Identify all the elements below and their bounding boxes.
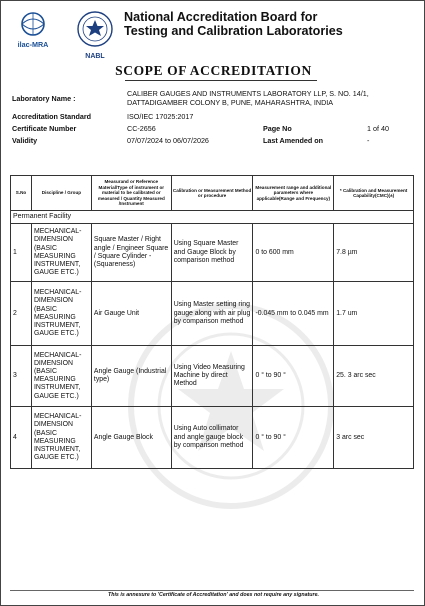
page-number-value: 1 of 40 [367, 124, 389, 133]
facility-row [11, 211, 414, 224]
table-row [11, 346, 414, 407]
header-range: Measurement range and additional parameters where applicable(Range and Frequency) [253, 176, 334, 211]
row-method: Using Video Measuring Machine by direct Method [171, 346, 253, 407]
ilac-mra-logo [11, 9, 55, 53]
row-range: 0 to 600 mm [253, 224, 334, 282]
row-method: Using Auto collimator and angle gauge block by comparison method [171, 407, 253, 469]
row-discipline: MECHANICAL- DIMENSION (BASIC MEASURING INSTRUMENT, GAUGE ETC.) [31, 282, 91, 346]
row-measurand: Air Gauge Unit [91, 282, 171, 346]
last-amended-label: Last Amended on [263, 136, 324, 145]
row-discipline: MECHANICAL- DIMENSION (BASIC MEASURING INSTRUMENT, GAUGE ETC.) [31, 224, 91, 282]
document-title: SCOPE OF ACCREDITATION [115, 63, 312, 78]
header-sno: S.No [11, 176, 32, 211]
row-sno: 3 [11, 346, 32, 407]
lab-name-line1: CALIBER GAUGES AND INSTRUMENTS LABORATORY LLP, S. NO. 14/1, [127, 89, 369, 98]
footer-note: This is annexure to 'Certificate of Accreditation' and does not require any signature. [107, 592, 319, 598]
nabl-logo [73, 9, 117, 64]
header-measurand: Measurand or Reference Material/Type of instrument or material to be calibrated or measured / Quantity Measured /Instrument [91, 176, 171, 211]
row-cmc: 7.8 µm [334, 224, 414, 282]
row-discipline: MECHANICAL- DIMENSION (BASIC MEASURING INSTRUMENT, GAUGE ETC.) [31, 346, 91, 407]
table-row [11, 282, 414, 346]
row-sno: 2 [11, 282, 32, 346]
lab-name-label: Laboratory Name : [12, 94, 76, 103]
row-discipline: MECHANICAL- DIMENSION (BASIC MEASURING INSTRUMENT, GAUGE ETC.) [31, 407, 91, 469]
header-cmc: * Calibration and Measurement Capability(CMC)(±) [334, 176, 414, 211]
board-title [124, 10, 343, 38]
table-row [11, 224, 414, 282]
validity-value: 07/07/2024 to 06/07/2026 [127, 136, 209, 145]
header-discipline: Discipline / Group [31, 176, 91, 211]
nabl-logo-text: NABL [85, 53, 105, 60]
lab-name-line2: DATTADIGAMBER COLONY B, PUNE, MAHARASHTRA, INDIA [127, 97, 334, 107]
row-cmc: 25. 3 arc sec [334, 346, 414, 407]
row-measurand: Angle Gauge Block [91, 407, 171, 469]
row-method: Using Square Master and Gauge Block by comparison method [171, 224, 253, 282]
row-method: Using Master setting ring gauge along with air plug by comparison method [171, 282, 253, 346]
row-range: -0.045 mm to 0.045 mm [253, 282, 334, 346]
standard-label: Accreditation Standard [12, 112, 92, 121]
table-row [11, 407, 414, 469]
row-measurand: Angle Gauge (Industrial type) [91, 346, 171, 407]
certificate-number-value: CC-2656 [127, 124, 156, 133]
title-underline [125, 80, 317, 81]
validity-label: Validity [12, 136, 38, 145]
row-cmc: 1.7 um [334, 282, 414, 346]
row-cmc: 3 arc sec [334, 407, 414, 469]
row-measurand: Square Master / Right angle / Engineer Square / Square Cylinder - (Squareness) [91, 224, 171, 282]
page-number-label: Page No [263, 124, 292, 133]
row-sno: 1 [11, 224, 32, 282]
scope-table [10, 175, 414, 469]
ilac-logo-text: ilac-MRA [17, 40, 49, 49]
board-title-line2: Testing and Calibration Laboratories [124, 24, 343, 38]
row-sno: 4 [11, 407, 32, 469]
lab-name-value [127, 90, 369, 107]
footer-divider [10, 590, 414, 591]
board-title-line1: National Accreditation Board for [124, 10, 318, 24]
certificate-number-label: Certificate Number [12, 124, 77, 133]
last-amended-value: - [367, 136, 370, 145]
table-header-row [11, 176, 414, 211]
row-range: 0 ° to 90 ° [253, 346, 334, 407]
row-range: 0 ° to 90 ° [253, 407, 334, 469]
header-method: Calibration or Measurement Method or procedure [171, 176, 253, 211]
logo-group [11, 9, 116, 64]
standard-value: ISO/IEC 17025:2017 [127, 112, 194, 121]
facility-label: Permanent Facility [11, 211, 414, 224]
